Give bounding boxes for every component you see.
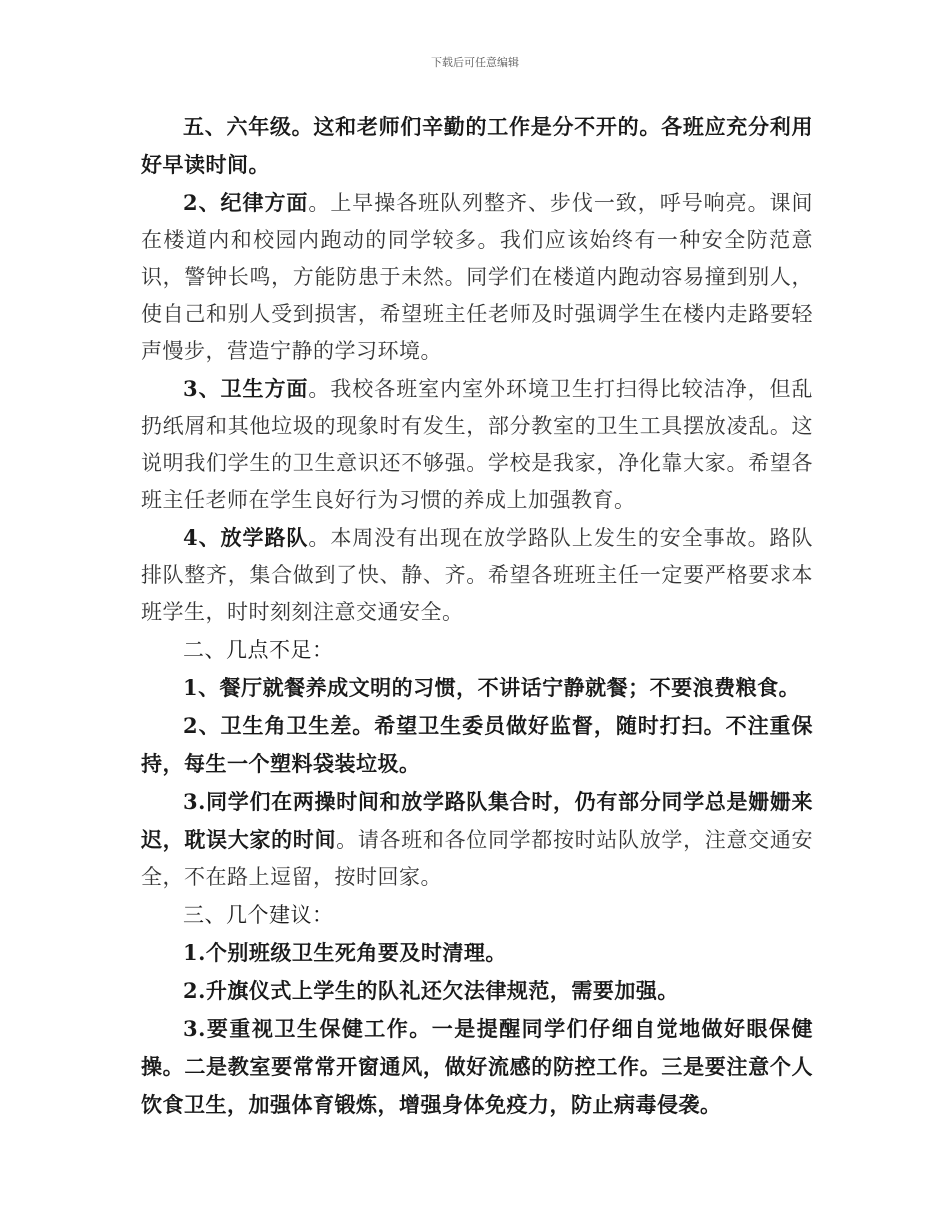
paragraph-discipline-text: 。上早操各班队列整齐、步伐一致，呼号响亮。课间在楼道内和校园内跑动的同学较多。我们应该始终有一种安全防范意识，警钟长鸣，方能防患于未然。同学们在楼道内跑动容易撞到别人，使自己和别人受到损害，希望班主任老师及时强调学生在楼内走路要轻声慢步，营造宁静的学习环境。 xyxy=(141,191,813,363)
shortcoming-2 xyxy=(141,707,813,783)
shortcoming-3 xyxy=(141,783,813,896)
suggestion-1-bold: 1.个别班级卫生死角要及时清理。 xyxy=(183,940,507,965)
paragraph-route xyxy=(141,519,813,631)
paragraph-route-text: 。本周没有出现在放学路队上发生的安全事故。路队排队整齐，集合做到了快、静、齐。希望各班班主任一定要严格要求本班学生，时时刻刻注意交通安全。 xyxy=(141,526,813,624)
paragraph-hygiene-text: 。我校各班室内室外环境卫生打扫得比较洁净，但乱扔纸屑和其他垃圾的现象时有发生，部分教室的卫生工具摆放凌乱。这说明我们学生的卫生意识还不够强。学校是我家，净化靠大家。希望各班主任老师在学生良好行为习惯的养成上加强教育。 xyxy=(141,377,813,512)
suggestion-1 xyxy=(141,934,813,972)
shortcoming-1 xyxy=(141,669,813,707)
document-body xyxy=(141,108,813,1124)
suggestion-3-bold: 3.要重视卫生保健工作。一是提醒同学们仔细自觉地做好眼保健操。二是教室要常常开窗通风，做好流感的防控工作。三是要注意个人饮食卫生，加强体育锻炼，增强身体免疫力，防止病毒侵袭。 xyxy=(141,1016,813,1117)
shortcoming-3-bold: 3.同学们在两操时间和放学路队集合时，仍有部分同学总是姗姗来迟，耽误大家的时间 xyxy=(141,789,813,852)
suggestion-3 xyxy=(141,1010,813,1124)
paragraph-discipline xyxy=(141,184,813,370)
section-heading-shortcomings-text: 二、几点不足： xyxy=(183,638,334,662)
shortcoming-1-bold: 1、餐厅就餐养成文明的习惯，不讲话宁静就餐；不要浪费粮食。 xyxy=(183,675,801,700)
shortcoming-3-text: 。请各班和各位同学都按时站队放学，注意交通安全，不在路上逗留，按时回家。 xyxy=(141,828,814,889)
section-heading-shortcomings xyxy=(141,631,813,669)
shortcoming-2-bold: 2、卫生角卫生差。希望卫生委员做好监督，随时打扫。不注重保持，每生一个塑料袋装垃圾。 xyxy=(141,713,813,776)
section-heading-suggestions-text: 三、几个建议： xyxy=(183,903,334,927)
paragraph-1 xyxy=(141,108,813,184)
paragraph-route-bold: 4、放学路队 xyxy=(183,525,309,550)
paragraph-hygiene xyxy=(141,370,813,519)
paragraph-discipline-bold: 2、纪律方面 xyxy=(183,190,309,215)
suggestion-2-bold: 2.升旗仪式上学生的队礼还欠法律规范，需要加强。 xyxy=(183,978,679,1003)
paragraph-hygiene-bold: 3、卫生方面 xyxy=(183,376,309,401)
paragraph-1-bold: 五、六年级。这和老师们辛勤的工作是分不开的。各班应充分利用好早读时间。 xyxy=(141,114,813,177)
page-header: 下载后可任意编辑 xyxy=(431,56,519,69)
section-heading-suggestions xyxy=(141,896,813,934)
suggestion-2 xyxy=(141,972,813,1010)
